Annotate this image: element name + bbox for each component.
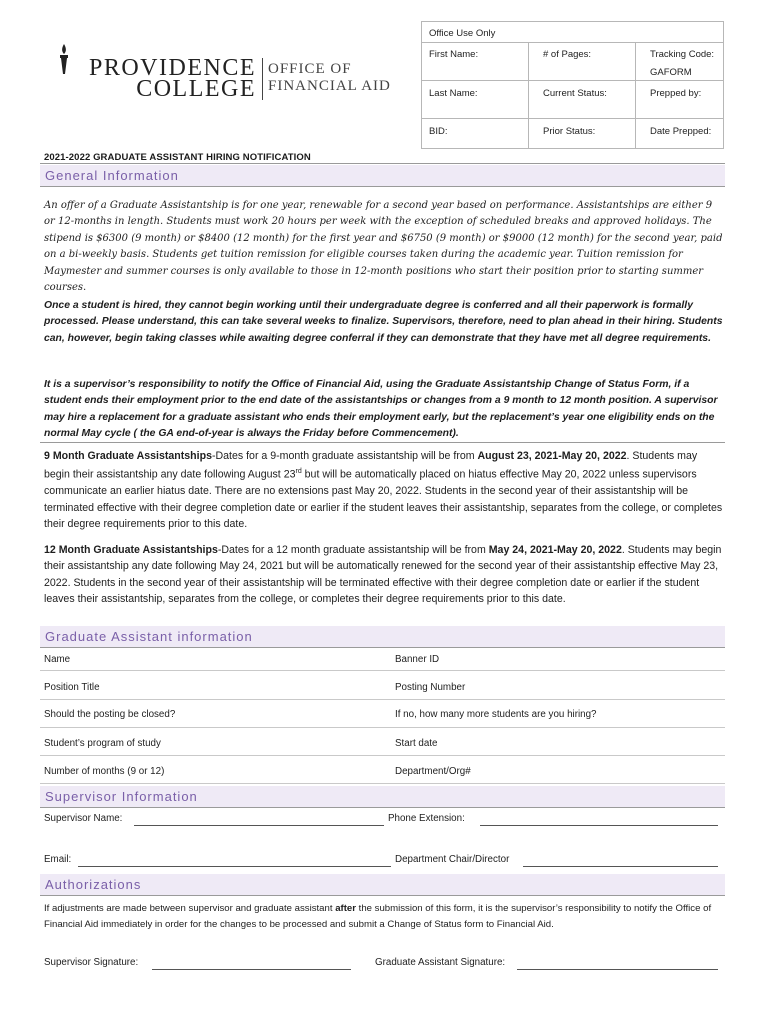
- ga-information-title: Graduate Assistant information: [45, 629, 253, 644]
- name-field-line[interactable]: [40, 670, 725, 671]
- supervisor-signature-label: Supervisor Signature:: [44, 957, 139, 968]
- nine-month-dates: August 23, 2021-May 20, 2022: [477, 450, 627, 462]
- posting-number-label: Posting Number: [395, 682, 466, 693]
- nine-month-lead: 9 Month Graduate Assistantships: [44, 450, 212, 462]
- tracking-code-field[interactable]: Tracking Code:: [650, 49, 715, 60]
- office-use-header: Office Use Only: [429, 28, 496, 39]
- nine-month-text-a: -Dates for a 9-month graduate assistantship will be from: [211, 450, 478, 462]
- twelve-month-dates: May 24, 2021-May 20, 2022: [488, 544, 622, 556]
- college-wordmark: [84, 55, 256, 102]
- banner-id-label: Banner ID: [395, 654, 440, 665]
- nine-month-text-b: . Students may begin their assistantship any date following August 23: [44, 450, 698, 481]
- college-line-2: COLLEGE: [136, 76, 256, 102]
- authorizations-heading: [40, 874, 725, 896]
- title-divider: [40, 163, 725, 164]
- months-label: Number of months (9 or 12): [44, 766, 165, 777]
- last-name-field[interactable]: Last Name:: [429, 88, 478, 99]
- office-use-box: [421, 21, 724, 149]
- department-chair-label: Department Chair/Director: [395, 854, 510, 865]
- office-line-2: FINANCIAL AID: [268, 78, 391, 94]
- supervisor-information-heading: [40, 786, 725, 808]
- general-paragraph-1: An offer of a Graduate Assistantship is for one year, renewable for a second year based on performance. Assistantships are either 9 or 12-months in length. Students must work 20 hours per week with the exception of scheduled breaks and approved holidays. The stipend is $6300 (9 month) or $8400 (12 month) for the first year and $6750 (9 month) or $9000 (12 month) for the second year, paid on a bi-weekly basis. Students get tuition remission for eligible courses taken during the academic year. Tuition remission for Maymester and summer courses is only available to those in 12-month positions who start their position prior to starting summer courses.: [44, 200, 723, 294]
- nine-month-paragraph: [44, 448, 724, 533]
- posting-field-line[interactable]: [40, 727, 725, 728]
- ga-signature-label: Graduate Assistant Signature:: [375, 957, 506, 968]
- office-line-1: OFFICE OF: [268, 61, 352, 77]
- general-paragraph-3: It is a supervisor’s responsibility to notify the Office of Financial Aid, using the Graduate Assistantship Change of Status Form, if a student ends their employment prior to the end date of the assistantships or changes from a 9 month to 12 month position. A supervisor may hire a replacement for a graduate assistant who ends their employment early, but the replacement’s year one eligibility ends on the normal May cycle ( the GA end-of-year is always the Friday before Commencement).: [44, 379, 718, 440]
- current-status-field[interactable]: Current Status:: [543, 88, 607, 99]
- bid-field[interactable]: BID:: [429, 126, 448, 137]
- first-name-field[interactable]: First Name:: [429, 49, 479, 60]
- office-wordmark: [268, 61, 391, 95]
- email-label: Email:: [44, 854, 72, 865]
- program-field-line[interactable]: [40, 755, 725, 756]
- authorizations-text-b: the submission of this form, it is the supervisor’s responsibility to notify the Office of Financial Aid immediately in order for the changes to be processed and submit a Change of Status form to Financial Aid.: [44, 903, 712, 930]
- supervisor-information-title: Supervisor Information: [45, 789, 198, 804]
- tracking-code-value: GAFORM: [650, 67, 692, 78]
- twelve-month-text-a: -Dates for a 12 month graduate assistantship will be from: [217, 544, 489, 556]
- college-line-1: PROVIDENCE: [88, 55, 256, 81]
- logo-divider: [262, 58, 263, 100]
- phone-extension-label: Phone Extension:: [388, 813, 465, 824]
- posting-closed-label: Should the posting be closed?: [44, 709, 176, 720]
- authorizations-after: after: [335, 903, 356, 914]
- email-input[interactable]: [78, 866, 391, 867]
- ga-signature-input[interactable]: [517, 969, 718, 970]
- pages-field[interactable]: # of Pages:: [543, 49, 592, 60]
- program-label: Student’s program of study: [44, 738, 161, 749]
- general-divider: [40, 442, 725, 443]
- twelve-month-text-b: . Students may begin their assistantship any date following May 24, 2021 but will be automatically renewed for the second year of their assistantship effective May 23, 2022. Students in the second year of their assistantship will be terminated effective with their degree completion date or earlier if the student leaves their assistantship, separates from the college, or completes their degree requirements prior to this date.: [44, 544, 722, 606]
- twelve-month-paragraph: [44, 542, 724, 608]
- phone-extension-input[interactable]: [480, 825, 718, 826]
- general-information-title: General Information: [45, 168, 179, 183]
- start-date-label: Start date: [395, 738, 438, 749]
- general-paragraph-2: Once a student is hired, they cannot begin working until their undergraduate degree is conferred and all their paperwork is formally processed. Please understand, this can take several weeks to finalize. Supervisors, therefore, need to plan ahead in their hiring. Students can, however, begin taking classes while awaiting degree conferral if they can demonstrate that they have met all degree requirements.: [44, 300, 723, 344]
- authorizations-title: Authorizations: [45, 877, 142, 892]
- supervisor-name-input[interactable]: [134, 825, 384, 826]
- department-chair-input[interactable]: [523, 866, 718, 867]
- position-field-line[interactable]: [40, 699, 725, 700]
- months-field-line[interactable]: [40, 783, 725, 784]
- nine-month-superscript: rd: [295, 468, 302, 476]
- date-prepped-field[interactable]: Date Prepped:: [650, 126, 712, 137]
- nine-month-text-c: but will be automatically placed on hiatus effective May 20, 2022 unless supervisors communicate an earlier hiatus date. There are no extensions past May 20, 2022. Students in the second year of their assistantship will be terminated effective with their degree completion date or earlier if the student leaves their assistantship, separates from the college, or completes their degree requirements prior to this date.: [44, 468, 723, 531]
- position-title-label: Position Title: [44, 682, 100, 693]
- supervisor-name-label: Supervisor Name:: [44, 813, 123, 824]
- supervisor-signature-input[interactable]: [152, 969, 351, 970]
- general-information-heading: [40, 165, 725, 187]
- torch-logo-icon: [58, 44, 70, 78]
- twelve-month-lead: 12 Month Graduate Assistantships: [44, 544, 218, 556]
- prepped-by-field[interactable]: Prepped by:: [650, 88, 702, 99]
- how-many-label: If no, how many more students are you hiring?: [395, 709, 597, 720]
- name-label: Name: [44, 654, 71, 665]
- authorizations-text: [44, 901, 720, 933]
- prior-status-field[interactable]: Prior Status:: [543, 126, 596, 137]
- authorizations-text-a: If adjustments are made between supervisor and graduate assistant: [44, 903, 336, 914]
- ga-information-heading: [40, 626, 725, 648]
- document-title: 2021-2022 GRADUATE ASSISTANT HIRING NOTIFICATION: [44, 152, 311, 163]
- department-label: Department/Org#: [395, 766, 471, 777]
